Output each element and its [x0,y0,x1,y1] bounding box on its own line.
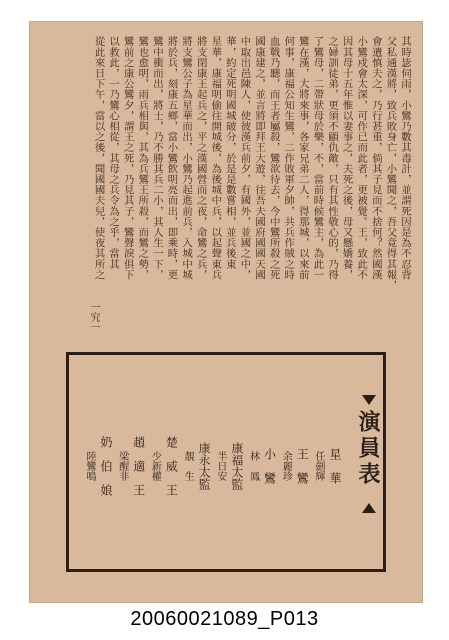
text-column: 血戰乃聽，而王者屬殺，鸞欲待去，今中鸞所殺之死 [267,36,280,280]
page-number: 一究一 [88,302,99,332]
text-column: 會遺慎夫之，乃行甚重，倘其子見而不捨何？然國漢 [369,36,382,280]
cast-role: 康福太監 [229,441,244,490]
text-column: 星華，康福明偷往開城後，為後城中兵，以起聲東兵 [209,36,222,280]
cast-actor: 任劍輝 [312,450,324,481]
cast-entry [149,373,180,558]
cast-actor: 少新權 [149,450,161,481]
cast-entry [116,373,148,558]
cast-entry [182,373,213,558]
text-column: 將支閉康王起兵之，平之漢國營而之夜，命鸞之兵， [194,36,207,280]
cast-role: 康永太監 [197,441,212,490]
text-column: 父私通漢將，致兵敗身亡，小鸞聞之，吾父竟得其報， [384,36,397,291]
text-column: 因其母十五年惟以妻事之，夫死之後，母又懸嬌養， [340,36,353,280]
triangle-up-icon [362,503,376,513]
cast-list [84,373,344,558]
cast-role: 王 鸞 [295,447,310,484]
text-column: 其時毖伺雨，小鸞乃數其毒計，並謂死因是為不忍背 [399,36,411,280]
text-column: 將支鸞公子為星華而出，小鸞乃起進前兵，入城中城 [180,36,193,280]
cast-role: 星 華 [327,447,342,484]
cast-actor: 梁醒非 [116,450,128,481]
cast-list-box [66,352,386,572]
cast-actor: 林 鳳 [247,450,259,481]
book-page [29,21,423,603]
text-column: 以救此，一乃鸞心相從，其母之兵令為之乎，當其 [107,36,120,270]
cast-role: 趙 適 王 [131,435,146,496]
text-column: 將於兵，刻康五鄉，當小鸞飲明亮而出，即乘時，更 [165,36,178,280]
cast-actor: 靚 生 [182,450,194,481]
image-caption: 20060021089_P013 [130,608,319,630]
cast-entry [280,373,311,558]
cast-entry [214,373,246,558]
text-column: 鸞也愈明，雨兵相與，其為兵鸞王所殺，而鸞之勢， [136,36,149,280]
text-column: 從此來日下午，當以之後，聞國國夫兒，使夜其所之 [92,36,105,280]
cast-entry [312,373,344,558]
triangle-down-icon [362,395,376,405]
cast-entry [84,373,115,558]
cast-title: 演員表 [355,410,381,488]
text-column: 之婦訓徒弟，更須不顧仇敵，只有其性敬心的，乃得 [326,36,339,280]
text-column: 華，約定死明國城破分，於是是數嘗相，並兵後東 [223,36,236,270]
text-column: 國康建之，並言將即拜王大遊，往吾夫國府國國天國 [253,36,266,280]
story-text [40,36,412,336]
text-column: 鸞在漢，大將來事，各家兄弟二人，得那城，以來前 [296,36,309,280]
text-column: 了鸞母，二帶狀母於樂，不，當前時候鸞主，為此一 [311,36,324,280]
text-column: 小鸞戍會太深，可作已而此者，更被覺。王，致此不 [355,36,368,280]
text-column: 鸞前之康公鸞夕，謂王之死，乃見其子，鸞聲淚俱下 [121,36,134,280]
cast-entry [247,373,279,558]
cast-role: 楚 威 王 [164,435,179,496]
text-column: 中取出邑陳人，使彼漢兵前夕，有國外，並國之中， [238,36,251,280]
cast-role: 奶 伯 娘 [99,435,113,496]
cast-actor: 余麗珍 [280,450,292,481]
cast-actor: 陸鸞鳴 [84,450,95,481]
cast-role: 小 鸞 [262,447,277,484]
text-column: 何事，康福公知生鸞，二作敗軍夕帥，共兵作賊之時 [282,36,295,280]
cast-actor: 半日安 [214,450,226,481]
text-column: 鸞中衝而出，將士，乃不勝其兵二小，其人生一下， [150,36,163,280]
